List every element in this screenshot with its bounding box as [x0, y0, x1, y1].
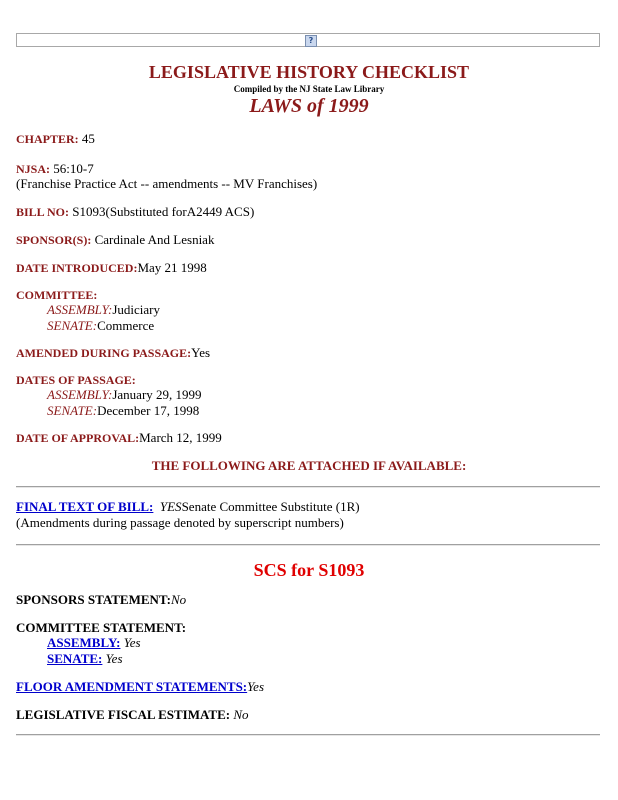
committee-senate-value: Commerce — [97, 318, 155, 333]
dates-of-passage-label-text: DATES OF PASSAGE: — [16, 373, 136, 387]
committee-senate-label: SENATE: — [47, 318, 98, 333]
laws-year: LAWS of 1999 — [249, 95, 369, 117]
compiled-by: Compiled by the NJ State Law Library — [233, 84, 385, 94]
passage-assembly-row — [47, 387, 202, 402]
committee-senate-row — [47, 318, 154, 333]
floor-amendment-row — [16, 679, 264, 694]
committee-statement-senate-row — [47, 651, 123, 666]
committee-statement-assembly-value: Yes — [123, 635, 141, 650]
sponsors-value: Cardinale And Lesniak — [91, 232, 215, 247]
committee-assembly-label: ASSEMBLY: — [47, 302, 113, 317]
committee-statement-senate-link[interactable]: SENATE: — [47, 651, 103, 666]
sponsors-statement-row — [16, 592, 186, 607]
sponsors-statement-label: SPONSORS STATEMENT: — [16, 592, 171, 607]
passage-senate-row — [47, 403, 199, 418]
date-introduced-value: May 21 1998 — [137, 260, 207, 275]
dates-of-passage-label — [16, 372, 136, 388]
final-text-row — [16, 499, 360, 514]
attached-heading: THE FOLLOWING ARE ATTACHED IF AVAILABLE: — [151, 458, 467, 473]
floor-amendment-link[interactable]: FLOOR AMENDMENT STATEMENTS: — [16, 679, 248, 694]
chapter-row — [16, 131, 95, 147]
njsa-label: NJSA: — [16, 162, 51, 176]
committee-statement-label — [16, 620, 186, 635]
divider — [16, 544, 600, 546]
final-text-yes: YES — [159, 499, 182, 514]
amended-value: Yes — [191, 345, 211, 360]
bill-no-label: BILL NO: — [16, 205, 70, 219]
top-frame — [16, 33, 600, 47]
njsa-value: 56:10-7 — [50, 161, 94, 176]
date-introduced-label: DATE INTRODUCED: — [16, 261, 138, 275]
fiscal-estimate-value: No — [233, 707, 249, 722]
amended-label: AMENDED DURING PASSAGE: — [16, 346, 192, 360]
floor-amendment-value: Yes — [247, 679, 265, 694]
committee-statement-assembly-row — [47, 635, 141, 650]
divider — [16, 486, 600, 488]
sponsors-row — [16, 232, 214, 248]
chapter-label: CHAPTER: — [16, 132, 79, 146]
committee-label — [16, 287, 97, 303]
final-text-note: (Amendments during passage denoted by superscript numbers) — [16, 515, 344, 530]
committee-label-text: COMMITTEE: — [16, 288, 98, 302]
scs-heading: SCS for S1093 — [253, 560, 365, 580]
committee-statement-senate-value: Yes — [105, 651, 123, 666]
committee-assembly-row — [47, 302, 160, 317]
broken-image-icon: ? — [305, 35, 317, 47]
bill-no-row — [16, 204, 254, 220]
sponsors-statement-value: No — [170, 592, 187, 607]
committee-assembly-value: Judiciary — [112, 302, 160, 317]
passage-assembly-value: January 29, 1999 — [112, 387, 202, 402]
date-of-approval-value: March 12, 1999 — [139, 430, 222, 445]
njsa-description: (Franchise Practice Act -- amendments -- MV Franchises) — [16, 176, 318, 191]
page-title: LEGISLATIVE HISTORY CHECKLIST — [148, 62, 470, 82]
committee-statement-label-text: COMMITTEE STATEMENT: — [16, 620, 187, 635]
date-introduced-row — [16, 260, 207, 276]
passage-senate-value: December 17, 1998 — [97, 403, 200, 418]
fiscal-estimate-row — [16, 707, 249, 722]
committee-statement-assembly-link[interactable]: ASSEMBLY: — [47, 635, 121, 650]
chapter-value: 45 — [78, 131, 95, 146]
amended-row — [16, 345, 210, 361]
passage-assembly-label: ASSEMBLY: — [47, 387, 113, 402]
fiscal-estimate-label: LEGISLATIVE FISCAL ESTIMATE: — [16, 707, 231, 722]
divider — [16, 734, 600, 736]
date-of-approval-label: DATE OF APPROVAL: — [16, 431, 140, 445]
bill-no-value: S1093(Substituted forA2449 ACS) — [69, 204, 255, 219]
sponsors-label: SPONSOR(S): — [16, 233, 92, 247]
passage-senate-label: SENATE: — [47, 403, 98, 418]
final-text-link[interactable]: FINAL TEXT OF BILL: — [16, 499, 154, 514]
date-of-approval-row — [16, 430, 222, 446]
njsa-row — [16, 161, 94, 177]
final-text-value: Senate Committee Substitute (1R) — [181, 499, 360, 514]
